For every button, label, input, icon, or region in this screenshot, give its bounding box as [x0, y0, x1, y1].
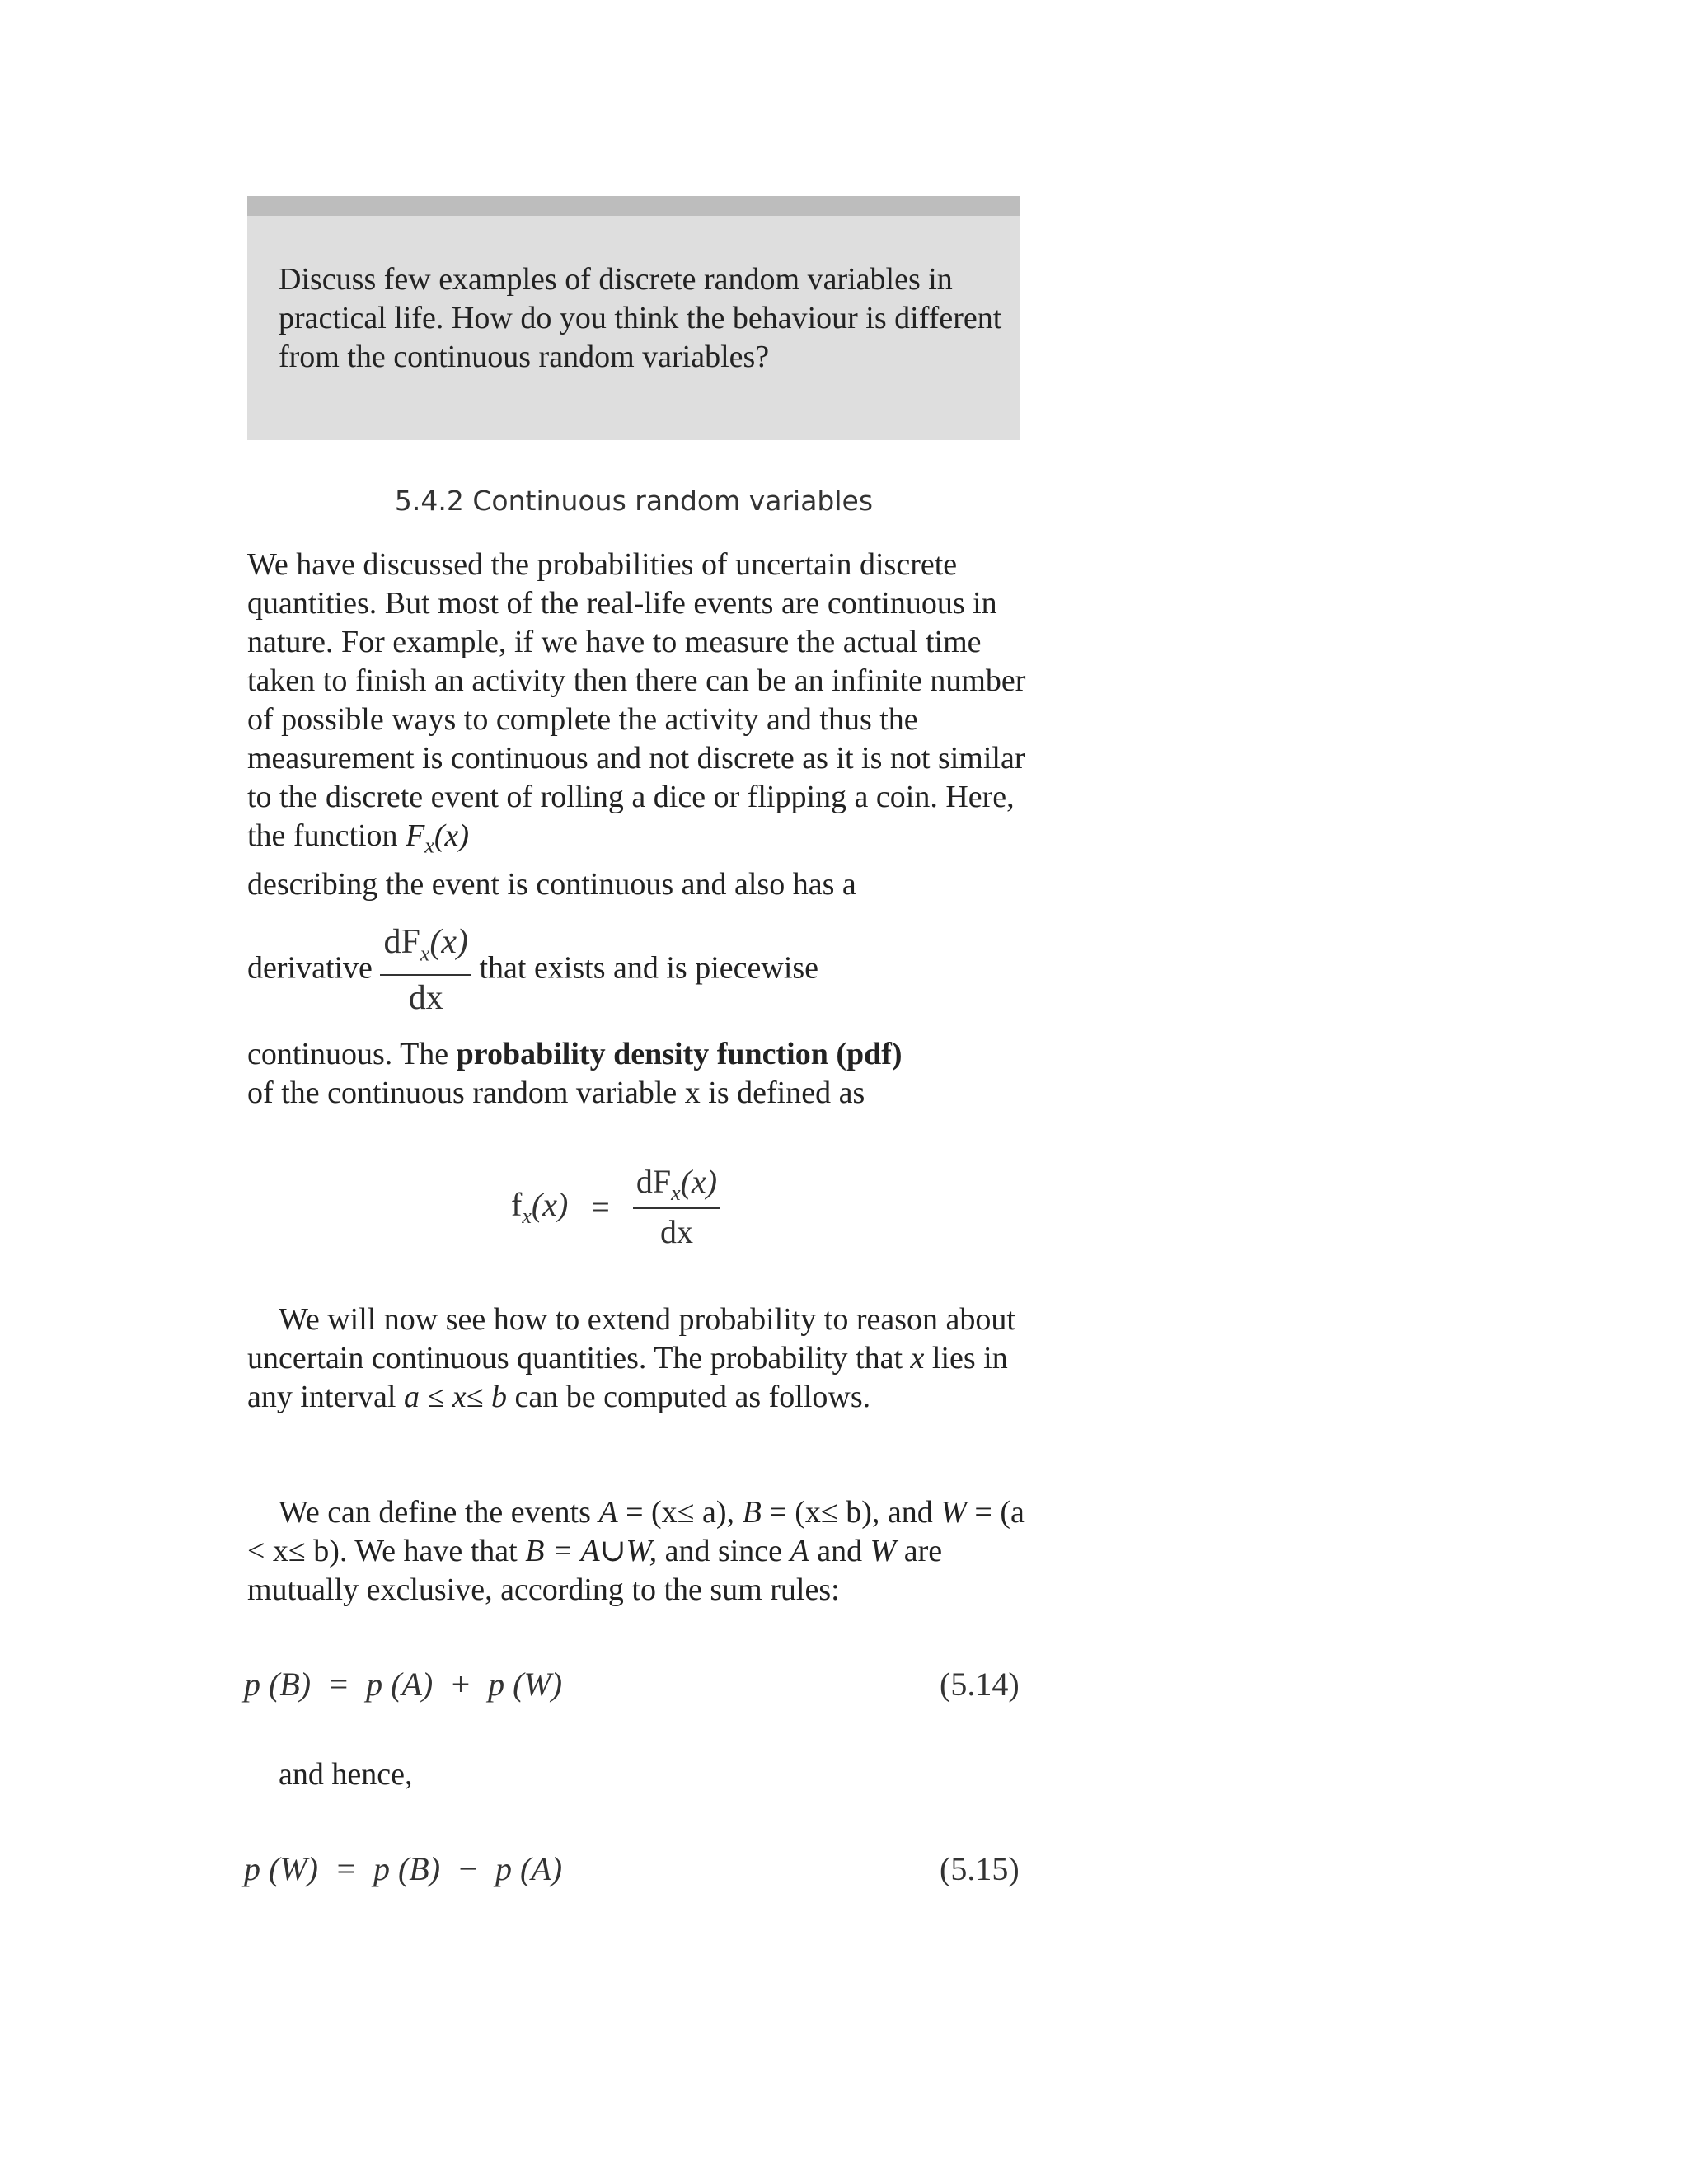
paragraph-continuous-intro	[247, 546, 1039, 904]
paragraph-text: We have discussed the probabilities of uncertain discrete quantities. But most of the real-life events are continuous in nature. For example, if we have to measure the actual time taken to finish an activity then there can be an infinite number of possible ways to complete the activity and thus the measurement is continuous and not discrete as it is not similar to the discrete event of rolling a dice or flipping a coin. Here, the function	[247, 547, 1026, 853]
paragraph-events: We can define the events A = (x≤ a), B = (x≤ b), and W = (a < x≤ b). We have that B = A∪W, and since A and W are mutually exclusive, according to the sum rules:	[247, 1495, 1025, 1607]
derivative-fraction	[380, 923, 471, 1018]
derivative-label: derivative	[247, 950, 373, 986]
fraction-numerator: $dF_x(x)$	[380, 923, 471, 976]
fraction-numerator: $dF_x(x)$	[633, 1162, 720, 1209]
derivative-tail: that exists and is piecewise	[479, 950, 819, 986]
derivative-line	[247, 923, 1039, 1018]
and-hence-text: and hence,	[279, 1757, 413, 1792]
section-heading: 5.4.2 Continuous random variables	[394, 485, 874, 517]
equals-sign: =	[591, 1188, 610, 1226]
equation-5-14: p (B) = p (A) + p (W)	[244, 1666, 563, 1703]
equation-5-15: p (W) = p (B) − p (A)	[244, 1850, 563, 1887]
paragraph-pdf-definition: continuous. The probability density function (pdf) of the continuous random variable x is defined as	[247, 1037, 903, 1110]
paragraph-text-tail: describing the event is continuous and also has a	[247, 866, 856, 902]
fraction-denominator: dx	[659, 1213, 693, 1250]
pdf-fraction	[633, 1162, 720, 1251]
exercise-box-text: Discuss few examples of discrete random variables in practical life. How do you think the behaviour is different from the continuous random variables?	[279, 262, 1002, 374]
pdf-lhs: $f_x(x)$	[511, 1185, 569, 1228]
function-symbol: $F_x(x)$	[406, 818, 470, 858]
fraction-denominator: dx	[408, 979, 443, 1018]
equation-number-5-14: (5.14)	[940, 1666, 1020, 1703]
paragraph-interval: We will now see how to extend probability to reason about uncertain continuous quantities. The probability that x lies in any interval a ≤ x≤ b can be computed as follows.	[247, 1302, 1015, 1414]
pdf-term: probability density function (pdf)	[456, 1037, 903, 1071]
equation-number-5-15: (5.15)	[940, 1850, 1020, 1887]
exercise-box-header-bar	[247, 196, 1020, 216]
pdf-equation	[511, 1162, 720, 1251]
